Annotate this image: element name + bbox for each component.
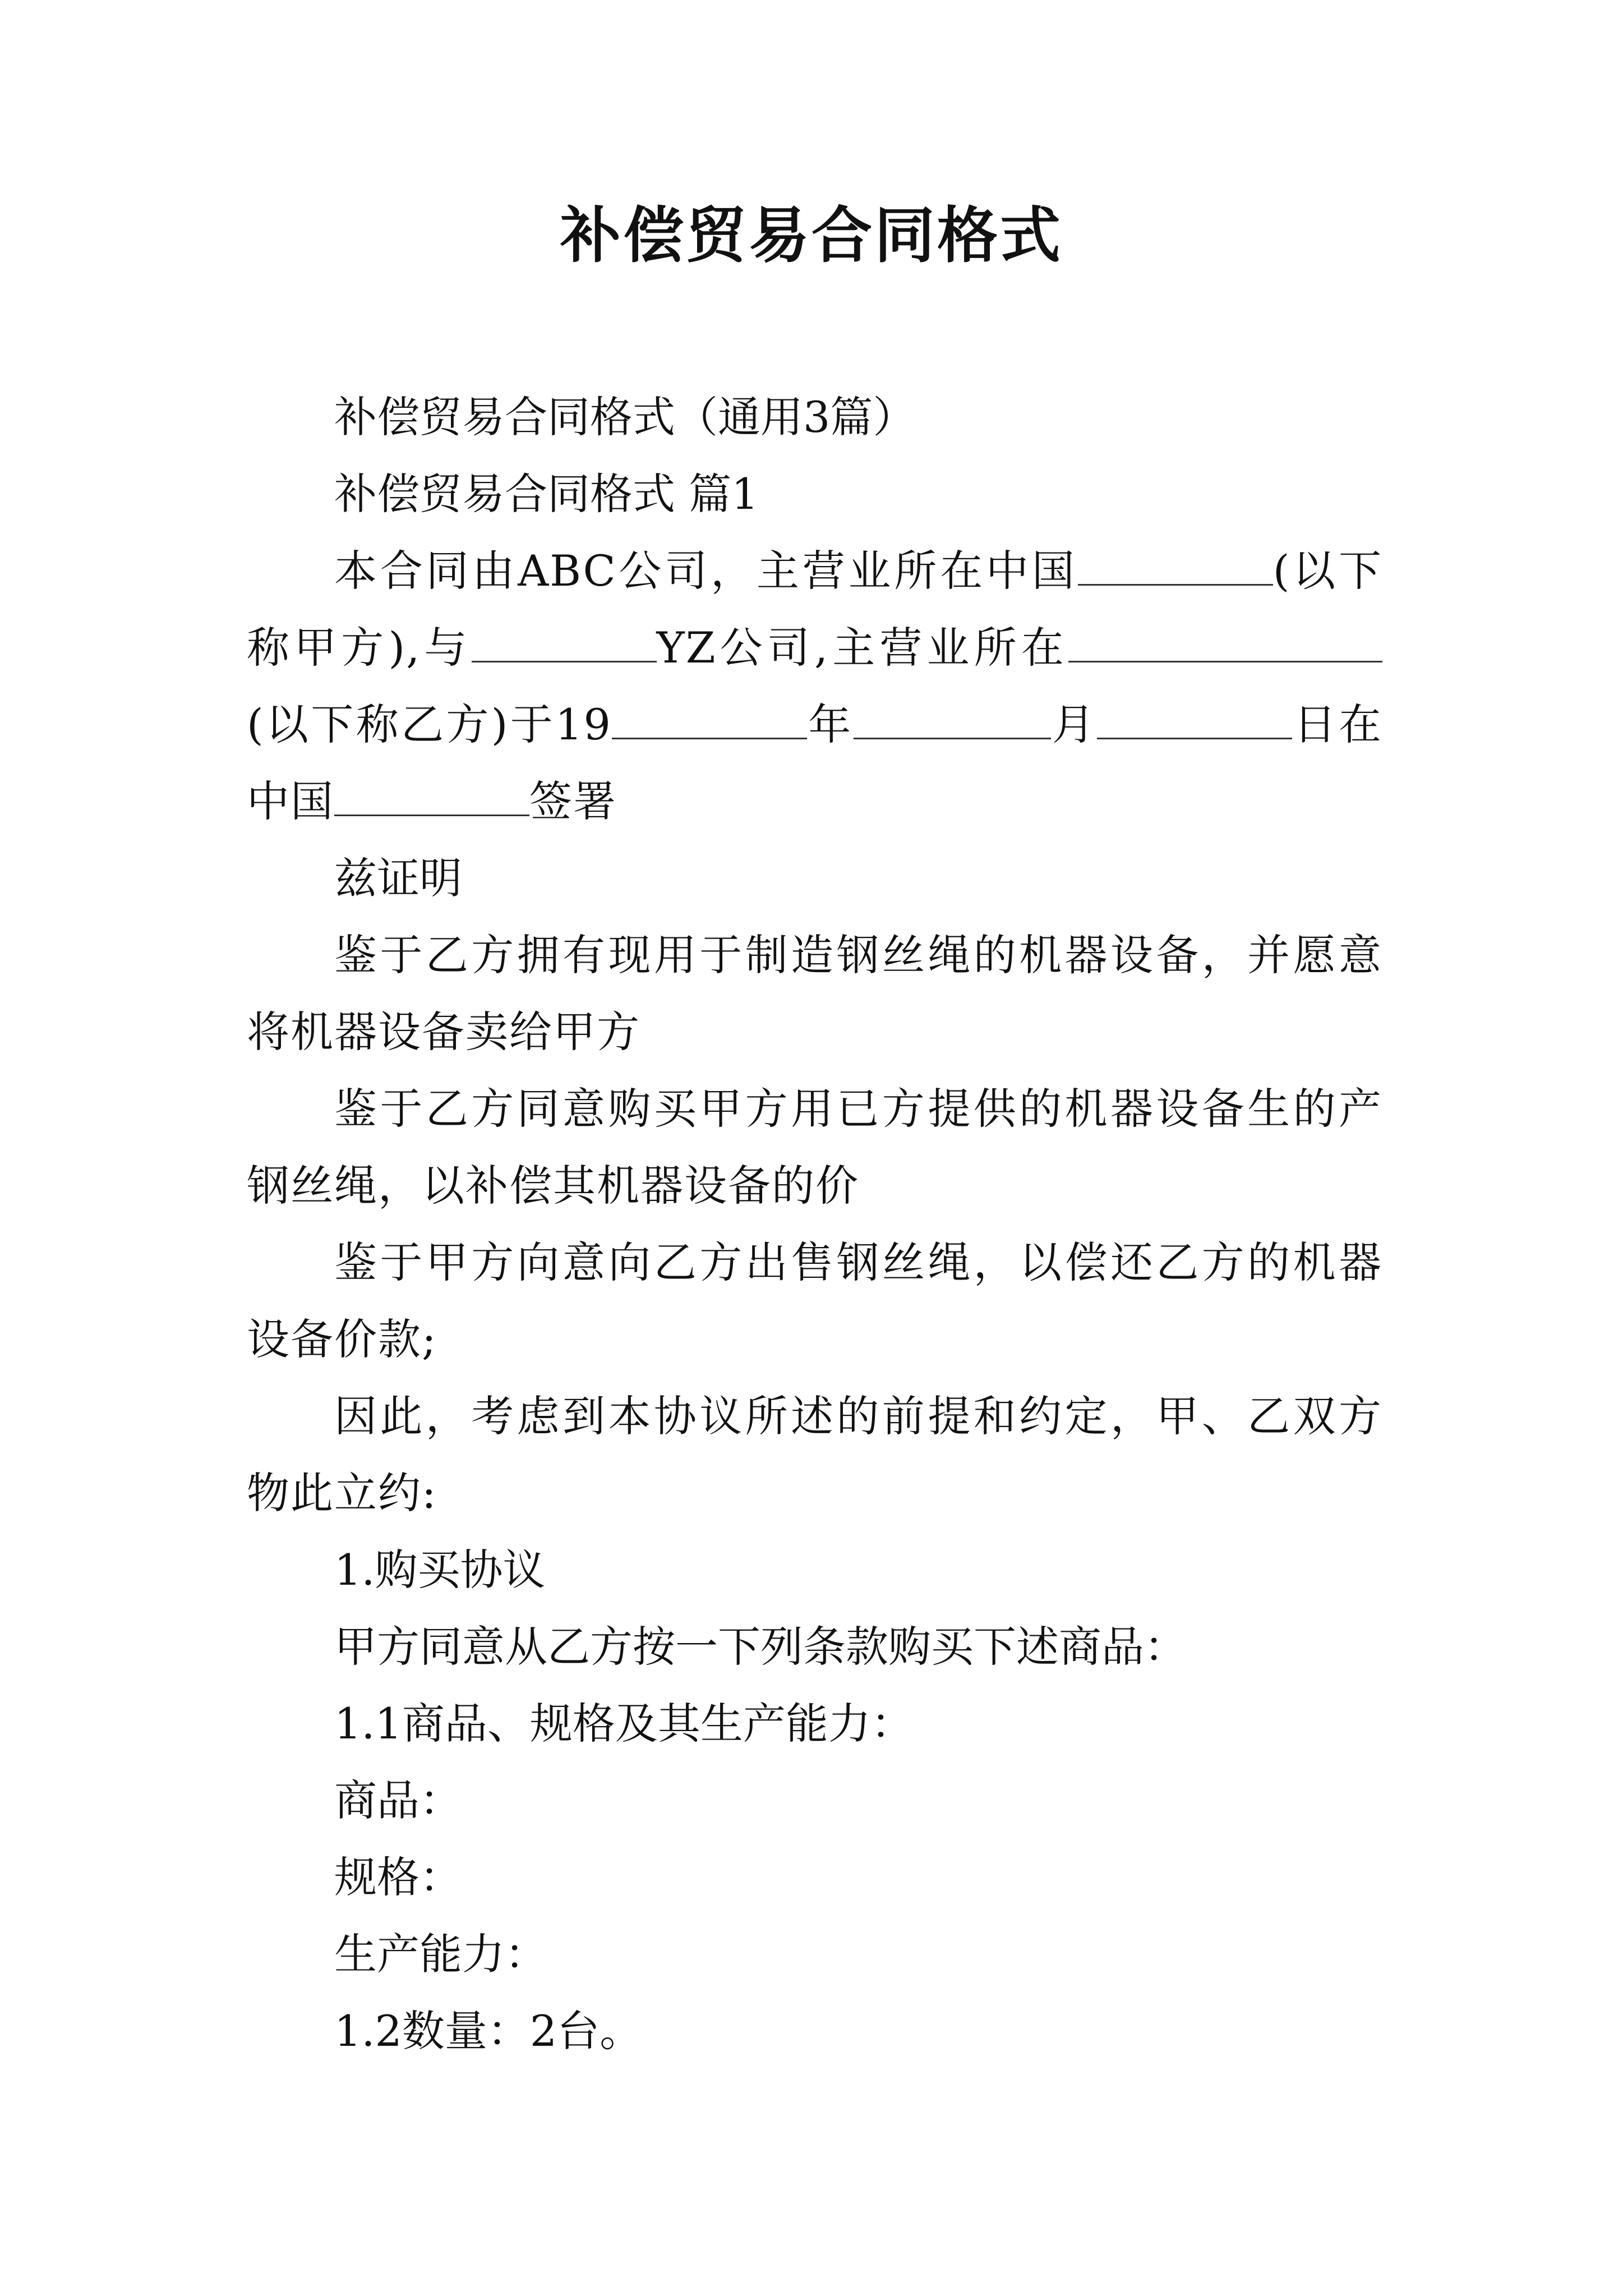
parties-text-d: (以下称乙方)于19 xyxy=(247,700,612,749)
paragraph-clause-1: 1.购买协议 xyxy=(334,1545,546,1595)
paragraph-witness: 兹证明 xyxy=(334,853,462,903)
paragraph-whereas-2: 鉴于乙方同意购买甲方用已方提供的机器设备生的产钢丝绳，以补偿其机器设备的价 xyxy=(247,1084,1382,1211)
blank-line xyxy=(334,774,529,816)
paragraph-capacity: 生产能力： xyxy=(334,1929,547,1979)
parties-text-b: (以下称甲方),与 xyxy=(247,546,1383,673)
blank-line xyxy=(854,697,1051,739)
parties-text-h: 签署 xyxy=(529,776,617,826)
paragraph-section-heading: 补偿贸易合同格式 篇1 xyxy=(334,469,759,519)
paragraph-specification: 规格： xyxy=(334,1852,462,1902)
blank-line xyxy=(472,620,657,662)
paragraph-clause-1-1: 1.1商品、规格及其生产能力： xyxy=(334,1699,914,1749)
parties-text-c: YZ公司,主营业所在 xyxy=(656,623,1068,673)
paragraph-parties xyxy=(247,532,1382,840)
document-title: 补偿贸易合同格式 xyxy=(560,200,1063,271)
parties-text-e: 年 xyxy=(806,700,854,749)
paragraph-whereas-1: 鉴于乙方拥有现用于制造钢丝绳的机器设备，并愿意将机器设备卖给甲方 xyxy=(247,930,1382,1057)
paragraph-goods: 商品： xyxy=(334,1775,462,1825)
document-body xyxy=(247,379,1382,2069)
blank-line xyxy=(1068,620,1382,662)
parties-text-g: 日在中国 xyxy=(247,700,1383,826)
parties-text-f: 月 xyxy=(1050,700,1098,749)
parties-text-a: 本合同由ABC公司，主营业所在中国 xyxy=(334,546,1078,596)
paragraph-whereas-3: 鉴于甲方向意向乙方出售钢丝绳，以偿还乙方的机器设备价款; xyxy=(247,1237,1382,1364)
blank-line xyxy=(612,697,807,739)
paragraph-clause-1-2: 1.2数量：2台。 xyxy=(334,2006,643,2056)
paragraph-subtitle: 补偿贸易合同格式（通用3篇） xyxy=(334,392,916,442)
paragraph-clause-1-intro: 甲方同意从乙方按一下列条款购买下述商品： xyxy=(334,1622,1187,1672)
blank-line xyxy=(1097,697,1292,739)
paragraph-therefore: 因此，考虑到本协议所述的前提和约定，甲、乙双方物此立约: xyxy=(247,1391,1382,1518)
blank-line xyxy=(1078,544,1273,586)
